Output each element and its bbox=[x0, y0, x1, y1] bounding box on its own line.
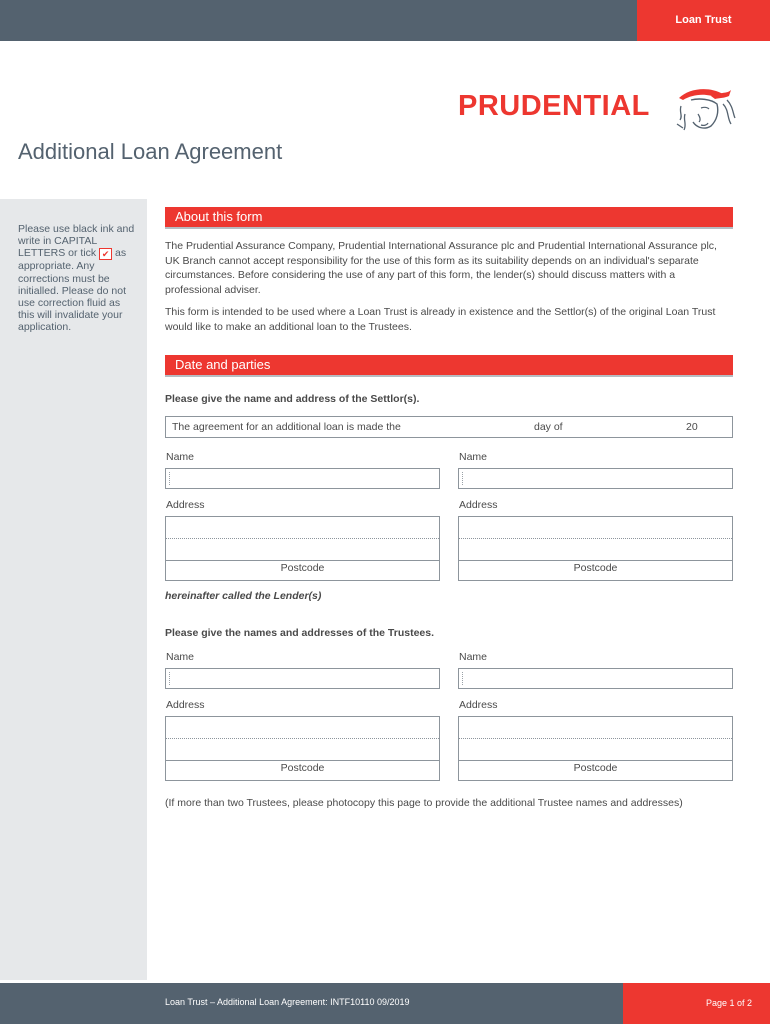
page-number: Page 1 of 2 bbox=[623, 983, 770, 1024]
logo-wordmark: PRUDENTIAL bbox=[458, 90, 650, 122]
postcode-divider bbox=[459, 760, 732, 761]
footer-reference: Loan Trust – Additional Loan Agreement: INTF10110 09/2019 bbox=[165, 997, 410, 1007]
day-of-label: day of bbox=[534, 421, 563, 433]
postcode-divider bbox=[459, 560, 732, 561]
trustee-2-postcode-label: Postcode bbox=[573, 762, 618, 774]
trustee-1-name-label: Name bbox=[166, 651, 195, 663]
address-line-divider bbox=[166, 538, 439, 539]
trustee-2-name-label: Name bbox=[459, 651, 488, 663]
photocopy-note: (If more than two Trustees, please photocopy this page to provide the additional Trustee names and addresses) bbox=[165, 797, 683, 809]
settlor-2-name-field[interactable] bbox=[458, 468, 733, 489]
settlor-1-name-field[interactable] bbox=[165, 468, 440, 489]
trustee-1-name-field[interactable] bbox=[165, 668, 440, 689]
about-paragraph-2: This form is intended to be used where a Loan Trust is already in existence and the Settlor(s) of the original Loan Trust would like to make an additional loan to the Trustees. bbox=[165, 306, 716, 333]
trustee-1-postcode-label: Postcode bbox=[280, 762, 325, 774]
address-line-divider bbox=[459, 538, 732, 539]
sidebar-instructions bbox=[18, 223, 136, 334]
settlor-2-address-field[interactable] bbox=[458, 516, 733, 581]
prudence-head-icon bbox=[671, 84, 737, 134]
page-title: Additional Loan Agreement bbox=[18, 139, 283, 164]
trustees-question: Please give the names and addresses of the Trustees. bbox=[165, 627, 435, 639]
trustee-2-address-field[interactable] bbox=[458, 716, 733, 781]
postcode-divider bbox=[166, 760, 439, 761]
settlor-question: Please give the name and address of the Settlor(s). bbox=[165, 393, 420, 405]
postcode-divider bbox=[166, 560, 439, 561]
address-line-divider bbox=[166, 738, 439, 739]
instructions-text-continued: as appropriate. Any corrections must be initialled. Please do not use correction fluid as this will invalidate your application. bbox=[18, 247, 127, 334]
settlor-1-address-label: Address bbox=[166, 499, 205, 511]
date-parties-section-heading: Date and parties bbox=[165, 355, 733, 375]
settlor-2-postcode-label: Postcode bbox=[573, 562, 618, 574]
trustee-2-address-label: Address bbox=[459, 699, 498, 711]
doc-type-tab: Loan Trust bbox=[637, 0, 770, 41]
trustee-2-name-field[interactable] bbox=[458, 668, 733, 689]
address-line-divider bbox=[459, 738, 732, 739]
tick-example-icon: ✔ bbox=[99, 248, 112, 260]
settlor-1-postcode-label: Postcode bbox=[280, 562, 325, 574]
agreement-date-field[interactable] bbox=[165, 416, 733, 438]
settlor-1-address-field[interactable] bbox=[165, 516, 440, 581]
about-section-heading: About this form bbox=[165, 207, 733, 227]
about-paragraph-1: The Prudential Assurance Company, Prudential International Assurance plc and Prudential International Assurance plc, UK Branch cannot accept responsibility for the use of this form as its suitability depends on an individual's separate circumstances. Before considering the use of any part of this form, the lender(s) should discuss matters with a professional adviser. bbox=[165, 240, 717, 296]
year-prefix: 20 bbox=[686, 421, 698, 433]
trustee-1-address-field[interactable] bbox=[165, 716, 440, 781]
settlor-1-name-label: Name bbox=[166, 451, 195, 463]
trustee-1-address-label: Address bbox=[166, 699, 205, 711]
lender-note: hereinafter called the Lender(s) bbox=[165, 590, 322, 602]
settlor-2-name-label: Name bbox=[459, 451, 488, 463]
prudential-logo bbox=[458, 84, 748, 134]
settlor-2-address-label: Address bbox=[459, 499, 498, 511]
instructions-text: Please use black ink and write in CAPITAL LETTERS or tick bbox=[18, 223, 135, 260]
agreement-text: The agreement for an additional loan is made the bbox=[172, 421, 401, 433]
